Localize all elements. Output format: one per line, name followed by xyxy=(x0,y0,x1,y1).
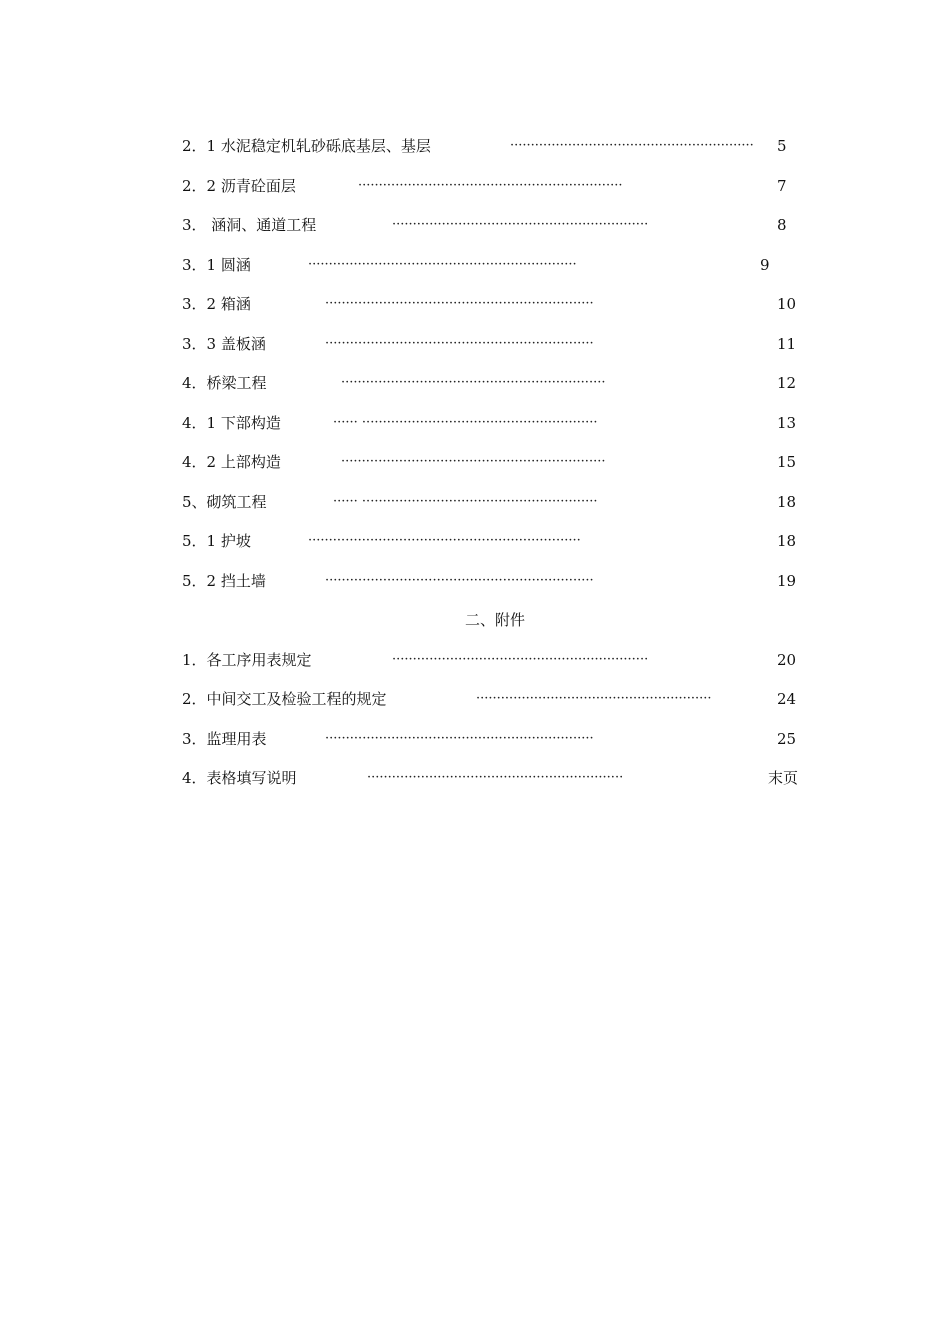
toc-entry[interactable] xyxy=(0,332,950,356)
toc-entry[interactable] xyxy=(0,450,950,474)
toc-entry-title: 2．中间交工及检验工程的规定 xyxy=(182,690,387,708)
toc-entry[interactable] xyxy=(0,213,950,237)
toc-entry-leader: ································································· xyxy=(308,257,577,272)
toc-entry-page: 10 xyxy=(777,295,797,313)
toc-entry-title: 4．桥梁工程 xyxy=(182,374,267,392)
toc-entry-page: 19 xyxy=(777,572,797,590)
toc-entry-page: 25 xyxy=(777,730,797,748)
toc-entry-page: 20 xyxy=(777,651,797,669)
toc-entry-title: 3．3 盖板涵 xyxy=(182,335,266,353)
toc-entry-leader: ······························································ xyxy=(367,770,624,785)
toc-entry-leader: ································································· xyxy=(325,573,594,588)
toc-entry-leader: ································································ xyxy=(358,178,623,193)
toc-entry[interactable] xyxy=(0,134,950,158)
toc-entry-page: 24 xyxy=(777,690,797,708)
toc-entry-page: 13 xyxy=(777,414,797,432)
toc-entry-title: 5．2 挡土墙 xyxy=(182,572,266,590)
toc-entry[interactable] xyxy=(0,687,950,711)
toc-entry-leader: ······ ························································· xyxy=(333,415,598,430)
toc-entry-title: 3．1 圆涵 xyxy=(182,256,251,274)
toc-entry[interactable] xyxy=(0,292,950,316)
toc-entry[interactable] xyxy=(0,253,950,277)
toc-entry-page: 8 xyxy=(777,216,787,234)
toc-entry[interactable] xyxy=(0,371,950,395)
toc-entry-leader: ······························································ xyxy=(392,652,649,667)
toc-entry[interactable] xyxy=(0,174,950,198)
toc-entry-title: 4．2 上部构造 xyxy=(182,453,281,471)
toc-entry-title: 3．监理用表 xyxy=(182,730,267,748)
toc-entry-page: 7 xyxy=(777,177,787,195)
toc-entry-title: 4．表格填写说明 xyxy=(182,769,297,787)
toc-entry-leader: ······ ························································· xyxy=(333,494,598,509)
toc-entry-page: 18 xyxy=(777,493,797,511)
toc-entry-title: 2．2 沥青砼面层 xyxy=(182,177,296,195)
toc-entry-title: 3． 涵洞、通道工程 xyxy=(182,216,317,234)
toc-entry-title: 5．1 护坡 xyxy=(182,532,251,550)
toc-entry-leader: ······························································ xyxy=(392,217,649,232)
toc-entry-page: 12 xyxy=(777,374,797,392)
toc-entry-leader: ··························································· xyxy=(510,138,754,153)
toc-entry-page: 5 xyxy=(777,137,787,155)
toc-entry-page: 18 xyxy=(777,532,797,550)
toc-entry[interactable] xyxy=(0,648,950,672)
toc-entry-leader: ································································· xyxy=(325,296,594,311)
toc-entry-page: 11 xyxy=(777,335,797,353)
toc-entry[interactable] xyxy=(0,411,950,435)
toc-entry-title: 3．2 箱涵 xyxy=(182,295,251,313)
toc-entry-leader: ································································ xyxy=(341,454,606,469)
toc-entry-page: 末页 xyxy=(768,769,799,787)
toc-entry-leader: ························································· xyxy=(476,691,712,706)
toc-entry-title: 5、砌筑工程 xyxy=(182,493,267,511)
toc-entry-page: 15 xyxy=(777,453,797,471)
toc-entry-leader: ·································································· xyxy=(308,533,581,548)
toc-entry[interactable] xyxy=(0,766,950,790)
toc-entry[interactable] xyxy=(0,727,950,751)
toc-entry-leader: ································································· xyxy=(325,336,594,351)
toc-entry[interactable] xyxy=(0,569,950,593)
toc-entry[interactable] xyxy=(0,529,950,553)
toc-entry-leader: ································································· xyxy=(325,731,594,746)
toc-entry-title: 2．1 水泥稳定机轧砂砾底基层、基层 xyxy=(182,137,431,155)
toc-entry[interactable] xyxy=(0,490,950,514)
toc-entry-page: 9 xyxy=(760,256,770,274)
appendix-heading: 二、附件 xyxy=(464,611,525,629)
toc-entry-title: 1．各工序用表规定 xyxy=(182,651,312,669)
toc-entry-leader: ································································ xyxy=(341,375,606,390)
toc-entry-title: 4．1 下部构造 xyxy=(182,414,281,432)
